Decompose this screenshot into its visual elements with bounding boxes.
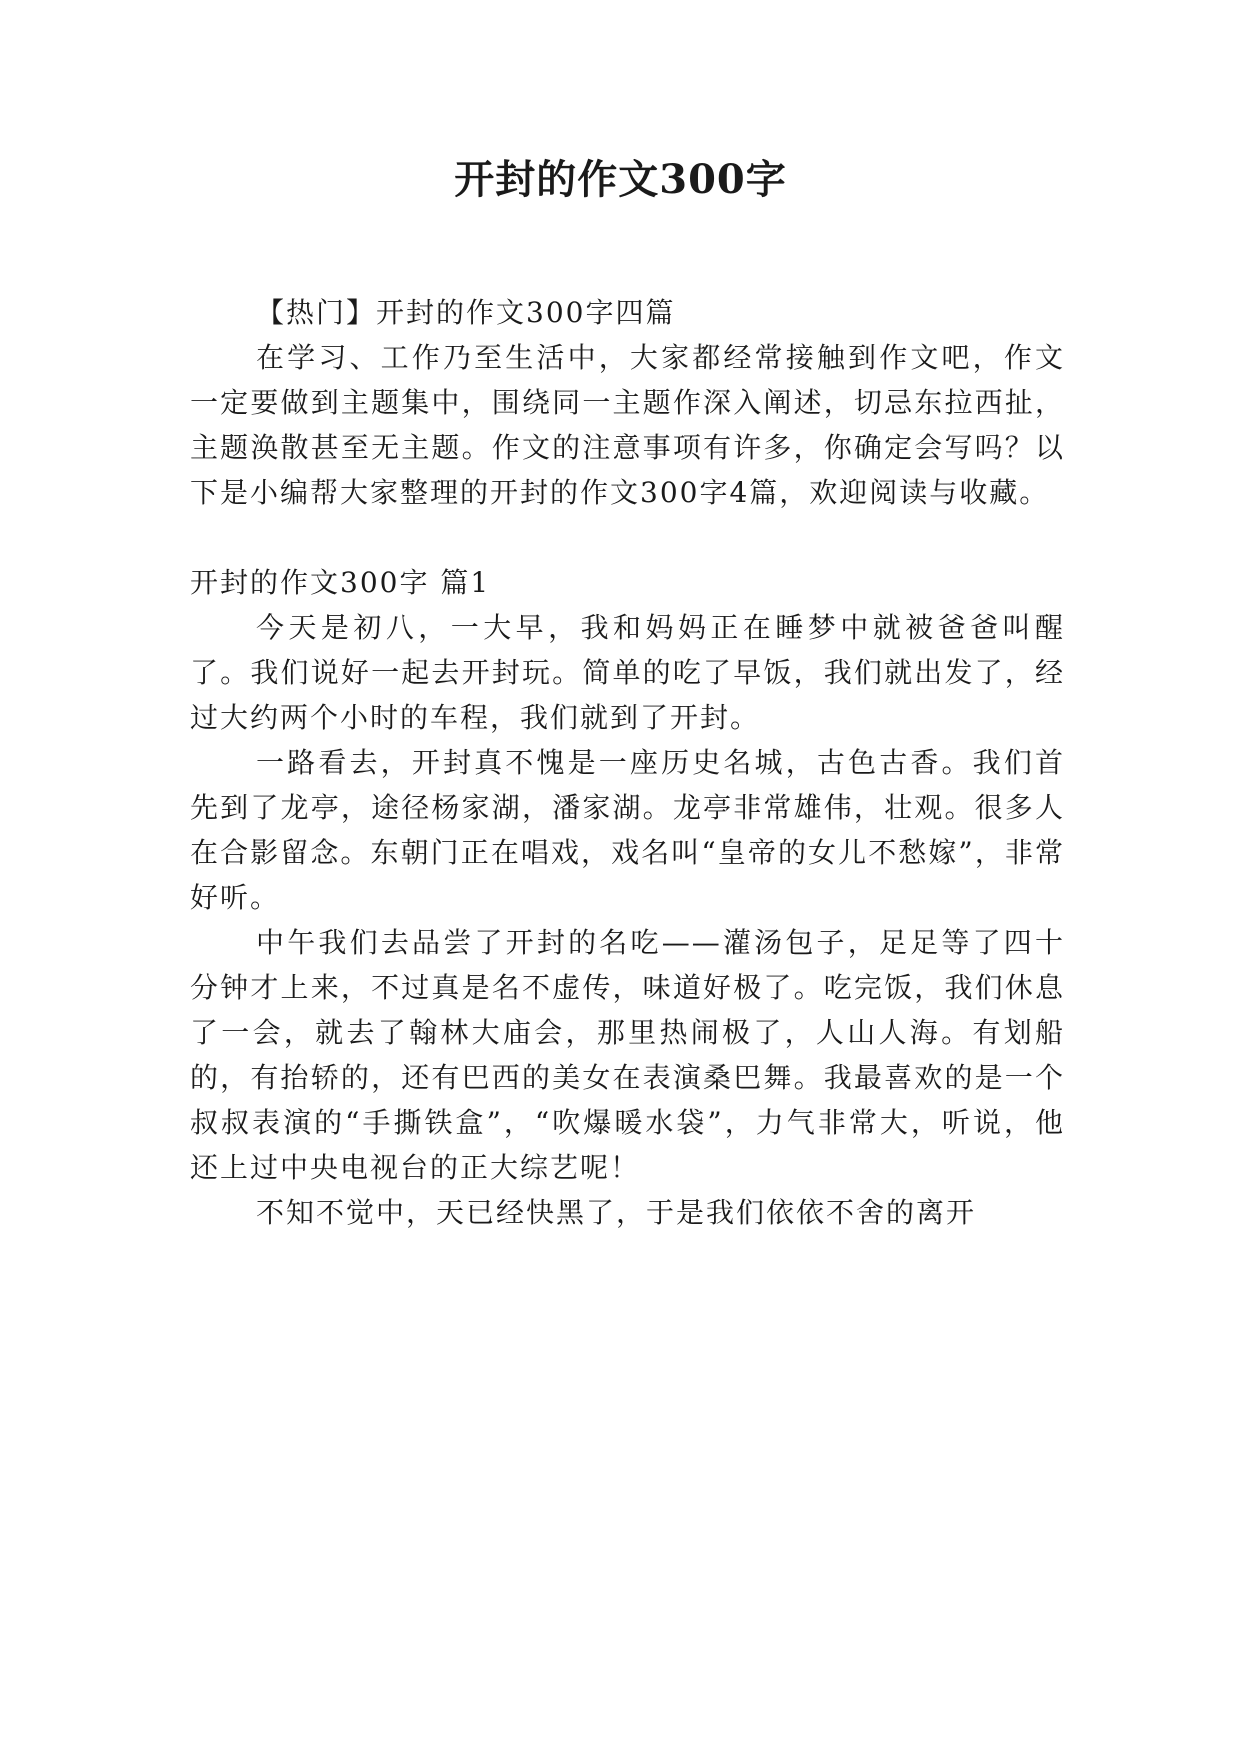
- body-paragraph: 不知不觉中，天已经快黑了，于是我们依依不舍的离开: [256, 1196, 977, 1229]
- intro-paragraph: 在学习、工作乃至生活中，大家都经常接触到作文吧，作文一定要做到主题集中，围绕同一主题作深入阐述，切忌东拉西扯，主题涣散甚至无主题。作文的注意事项有许多，你确定会写吗？以下是小编帮大家整理的开封的作文300字4篇，欢迎阅读与收藏。: [190, 341, 1065, 509]
- body-paragraph: 中午我们去品尝了开封的名吃——灌汤包子，足足等了四十分钟才上来，不过真是名不虚传，味道好极了。吃完饭，我们休息了一会，就去了翰林大庙会，那里热闹极了，人山人海。有划船的，有抬轿的，还有巴西的美女在表演桑巴舞。我最喜欢的是一个叔叔表演的“手撕铁盒”，“吹爆暖水袋”，力气非常大，听说，他还上过中央电视台的正大综艺呢！: [190, 926, 1065, 1184]
- document-body: [190, 290, 1065, 1235]
- document-title: 开封的作文300字: [454, 156, 787, 203]
- body-paragraph: 今天是初八，一大早，我和妈妈正在睡梦中就被爸爸叫醒了。我们说好一起去开封玩。简单的吃了早饭，我们就出发了，经过大约两个小时的车程，我们就到了开封。: [190, 611, 1065, 734]
- document-subtitle: 【热门】开封的作文300字四篇: [256, 296, 676, 329]
- body-paragraph: 一路看去，开封真不愧是一座历史名城，古色古香。我们首先到了龙亭，途径杨家湖，潘家湖。龙亭非常雄伟，壮观。很多人在合影留念。东朝门正在唱戏，戏名叫“皇帝的女儿不愁嫁”，非常好听。: [190, 746, 1065, 914]
- section-heading: 开封的作文300字 篇1: [190, 566, 491, 599]
- section-spacer: [190, 515, 1065, 560]
